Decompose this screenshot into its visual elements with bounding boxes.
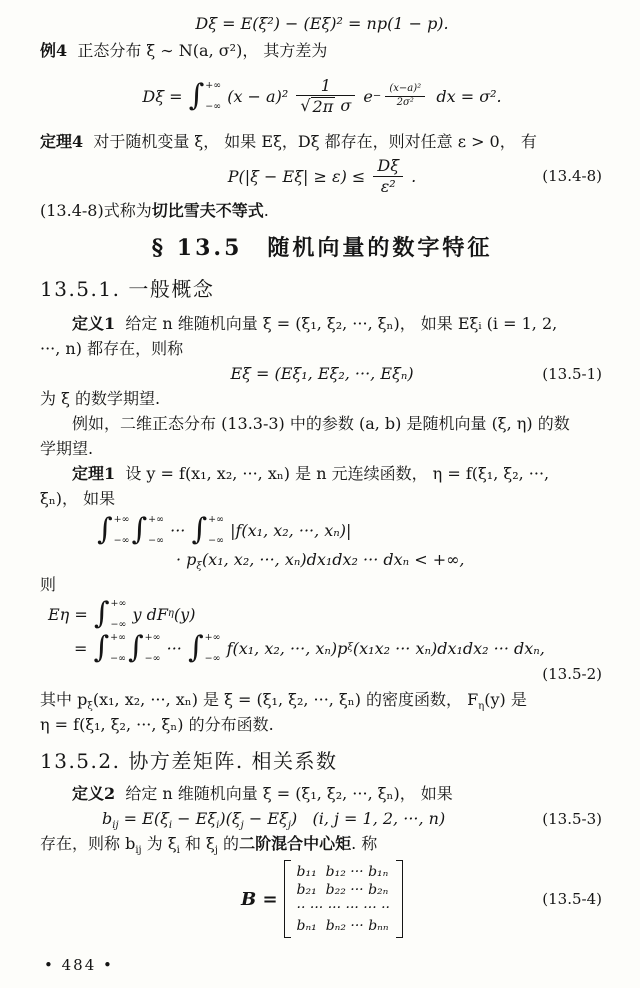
formula-eta-expectation-line-2: = ∫ +∞ −∞ ∫ +∞ −∞ ··· ∫ +∞ −∞ f(x₁, x₂, ···, xₙ)p ξ (x₁x₂ ··· xₙ)dx₁dx₂ ··· dxₙ, [74,630,545,665]
section-heading-13-5: § 13.5 随机向量的数字特征 [151,235,493,261]
expectation-vector-row [40,361,604,386]
matrix-row: ·· ··· ··· ··· ··· ·· [296,900,391,916]
formula-integrability-condition-line-1: ∫ +∞ −∞ ∫ +∞ −∞ ··· ∫ +∞ −∞ |f(x₁, x₂, ···, xₙ)| [97,512,352,547]
definition-1-line-1: 定义1 给定 n 维随机向量 ξ = (ξ₁, ξ₂, ···, ξₙ)， 如果 Eξᵢ (i = 1, 2, [72,314,558,333]
then-word: 则 [40,575,57,594]
eq-number-13-5-1: (13.5-1) [542,364,602,383]
bivariate-example-line-2: 学期望. [40,439,94,458]
matrix-lead-symbol: B = [240,888,278,910]
formula-integrability-condition-line-2: · $p_\xi(x_1$, x₂, ···, xₙ)dx₁dx₂ ··· dxₙ < +∞, [176,550,465,573]
definition-2-intro: 定义2 给定 n 维随机向量 ξ = (ξ₁, ξ₂, ···, ξₙ)， 如果 [72,784,453,803]
density-function-note-line-2: η = f(ξ₁, ξ₂, ···, ξₙ) 的分布函数. [40,715,274,734]
covariance-matrix-equation [40,860,604,938]
formula-binomial-variance: Dξ = E(ξ²) − (Eξ)² = np(1 − p). [195,14,449,33]
eq-number-13-5-3: (13.5-3) [542,809,602,828]
eq-number-13-5-4: (13.5-4) [542,890,602,908]
eq-number-13-5-2: (13.5-2) [542,665,602,683]
subsection-13-5-2: 13.5.2. 协方差矩阵. 相关系数 [40,749,338,773]
matrix-right-bracket [396,860,403,938]
chebyshev-equation-row [40,156,604,196]
definition-1-line-2: ···, n) 都存在，则称 [40,339,184,358]
matrix-rows [291,860,396,938]
eq-number-13-4-8: (13.4-8) [542,167,602,185]
density-function-note-line-1: 其中 $p_\xi(x_1$, x₂, ···, xₙ) 是 ξ = (ξ₁, ξ₂, ···, ξₙ) 的密度函数， $F_\eta(y)$ 是 [40,690,527,713]
bivariate-example-line-1: 例如，二维正态分布 (13.3-3) 中的参数 (a, b) 是随机向量 (ξ, η) 的数 [72,414,570,433]
matrix-row: bₙ₁ bₙ₂ ··· bₙₙ [296,918,389,934]
central-moment-row [40,806,604,831]
subsection-13-5-1: 13.5.1. 一般概念 [40,277,215,301]
formula-chebyshev-inequality: P(|ξ − Eξ| ≥ ε) ≤ $\frac{D\xi}{\text{ε²}}$ . [227,156,417,196]
formula-central-moment: $b_{ij} = E(\xi_i - E\xi_i)(\xi_j - E\xi_j)$ (i, j = 1, 2, ···, n) [102,809,446,832]
expectation-definition-note: 为 ξ 的数学期望. [40,389,161,408]
formula-expectation-vector: Eξ = (Eξ₁, Eξ₂, ···, Eξₙ) [230,364,414,383]
chebyshev-name-note: (13.4-8)式称为切比雪夫不等式. [40,201,269,220]
page-number: • 484 • [44,956,114,974]
theorem-4-intro: 定理4 对于随机变量 ξ， 如果 Eξ，Dξ 都存在，则对任意 ε > 0， 有 [40,132,537,151]
matrix-row: b₁₁ b₁₂ ··· b₁ₙ [296,864,389,880]
matrix-left-bracket [284,860,291,938]
matrix-row: b₂₁ b₂₂ ··· b₂ₙ [296,882,389,898]
formula-eta-expectation-line-1: Eη = ∫ +∞ −∞ y dF η (y) [48,596,196,631]
example-4-intro: 例4 正态分布 ξ ∼ N(a, σ²)， 其方差为 [40,41,328,60]
formula-normal-variance: Dξ = ∫ +∞ −∞ (x − a)² 1 √ 2π σ e − $\frac{\text{(x−a)²}}{\text{2σ²}}$ dx = σ². [142,75,502,116]
theorem-1-line-1: 定理1 设 y = f(x₁, x₂, ···, xₙ) 是 n 元连续函数， η = f(ξ₁, ξ₂, ···, [72,464,550,483]
central-moment-note: 存在，则称 $b_{ij}$ 为 $\xi_i$ 和 $\xi_j$ 的二阶混合中心矩. 称 [40,834,378,857]
theorem-1-line-2: ξₙ)， 如果 [40,489,116,508]
